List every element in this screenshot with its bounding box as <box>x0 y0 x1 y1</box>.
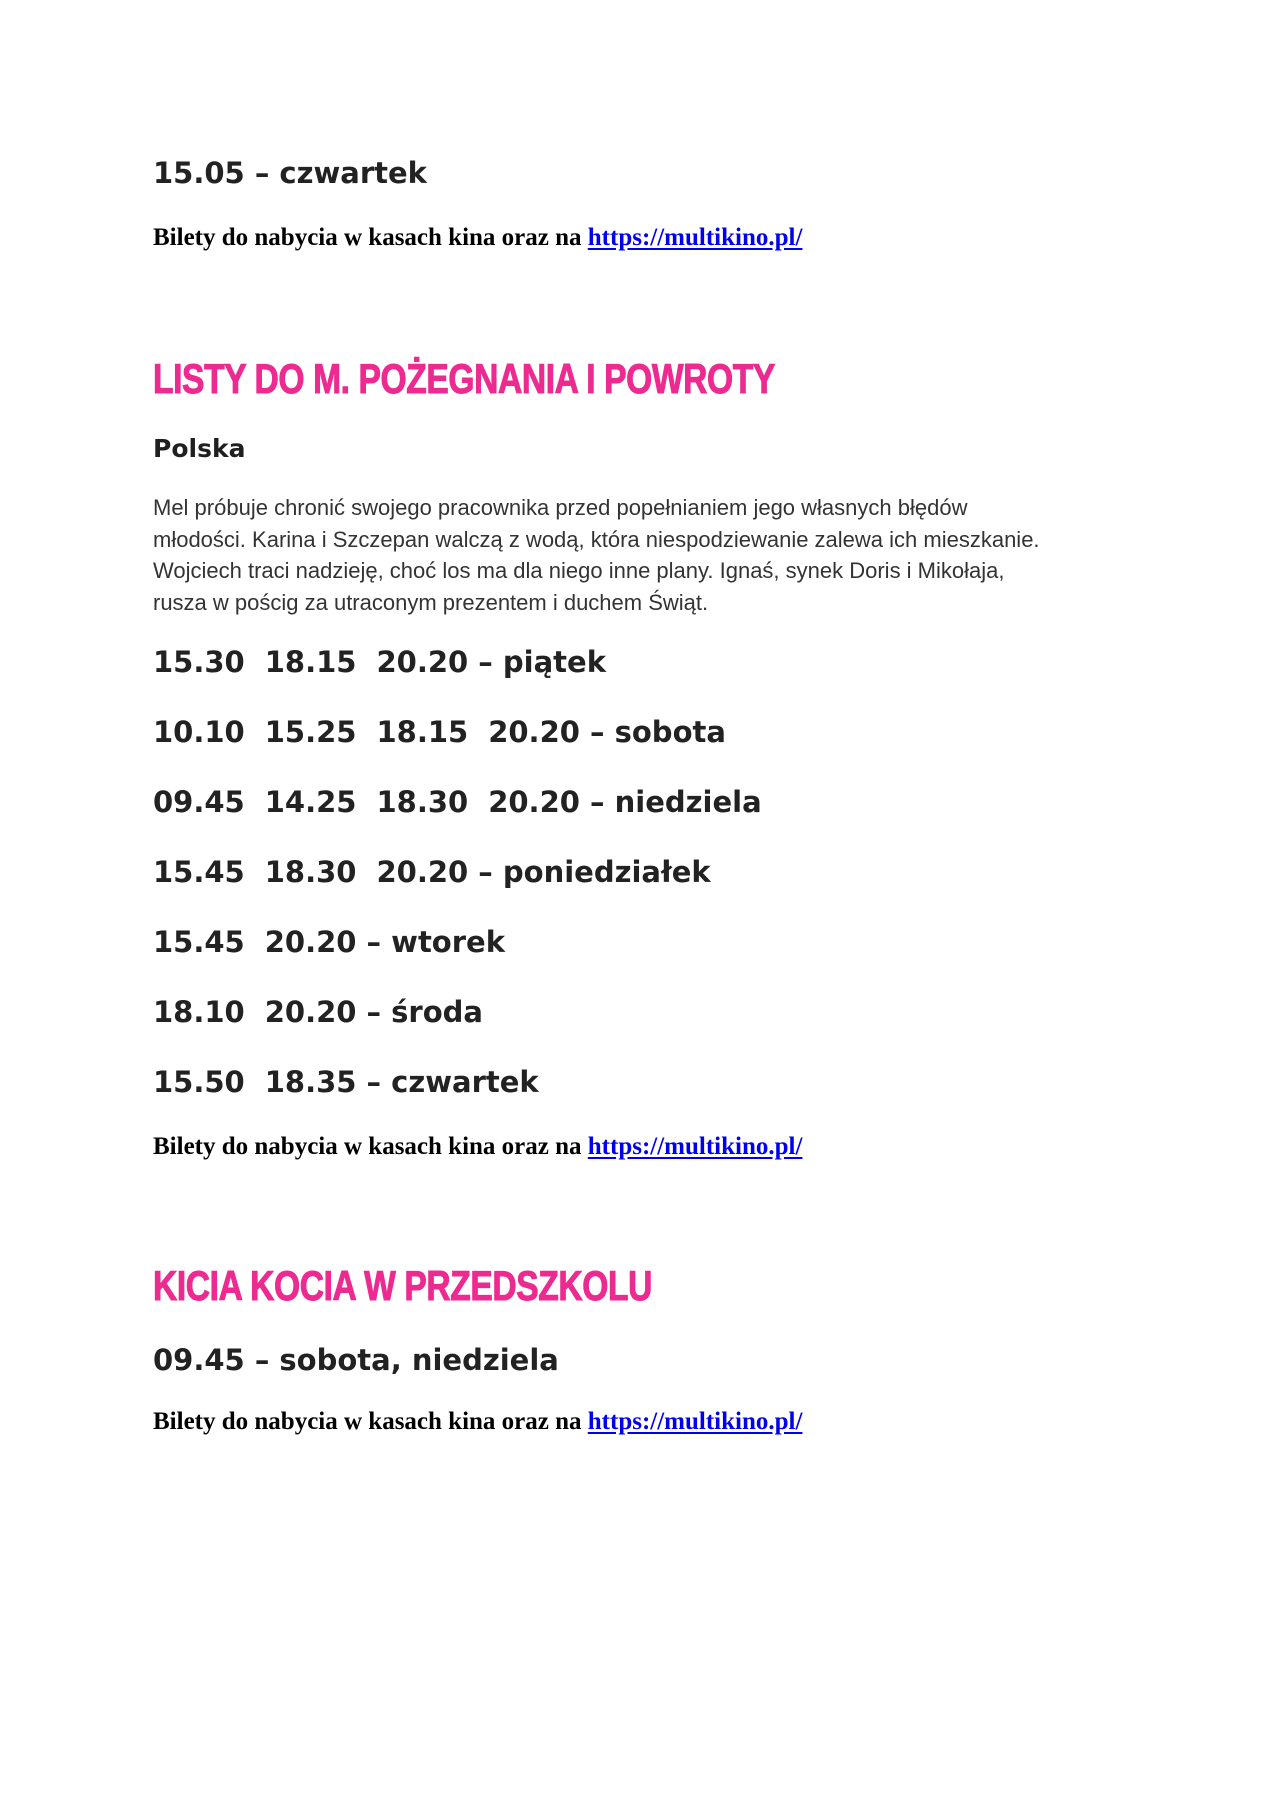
showtime: 09.45 <box>153 785 245 819</box>
description-line: młodości. Karina i Szczepan walczą z wodą, która niespodziewanie zalewa ich mieszkanie. <box>153 526 1040 552</box>
showtime-line <box>153 1343 559 1377</box>
schedule-row <box>153 1065 539 1099</box>
tickets-text: Bilety do nabycia w kasach kina oraz na <box>153 1408 588 1435</box>
showtime-text: 15.05 – czwartek <box>153 156 427 190</box>
tickets-text: Bilety do nabycia w kasach kina oraz na <box>153 1133 588 1160</box>
tickets-info <box>153 1133 802 1161</box>
showtime: 10.10 <box>153 715 245 749</box>
showtime-day: 20.20 – sobota <box>488 715 726 749</box>
schedule-row <box>153 855 711 889</box>
movie-title: LISTY DO M. POŻEGNANIA I POWROTY <box>153 355 775 402</box>
movie-country: Polska <box>153 434 246 463</box>
showtime-day: 20.20 – wtorek <box>264 925 505 959</box>
multikino-link[interactable]: https://multikino.pl/ <box>587 1408 803 1435</box>
showtime: 15.45 <box>153 855 245 889</box>
showtime: 18.30 <box>376 785 469 819</box>
showtime-line <box>153 156 427 190</box>
showtime: 18.15 <box>376 715 469 749</box>
multikino-link[interactable]: https://multikino.pl/ <box>587 224 803 251</box>
tickets-info <box>153 224 802 252</box>
showtime: 18.15 <box>264 645 357 679</box>
showtime: 15.50 <box>153 1065 245 1099</box>
tickets-text: Bilety do nabycia w kasach kina oraz na <box>153 224 588 251</box>
schedule-row <box>153 715 726 749</box>
multikino-link[interactable]: https://multikino.pl/ <box>587 1133 803 1160</box>
showtime-day: 20.20 – piątek <box>376 645 606 679</box>
movie-title: KICIA KOCIA W PRZEDSZKOLU <box>153 1262 652 1309</box>
showtime: 15.45 <box>153 925 245 959</box>
schedule-row <box>153 645 606 679</box>
showtime: 18.10 <box>153 995 245 1029</box>
movie-description <box>153 492 1153 618</box>
showtime: 15.25 <box>264 715 357 749</box>
showtime-text: 09.45 – sobota, niedziela <box>153 1343 559 1377</box>
description-line: Mel próbuje chronić swojego pracownika przed popełnianiem jego własnych błędów <box>153 495 968 520</box>
schedule-row <box>153 785 762 819</box>
schedule-row <box>153 925 505 959</box>
description-line: Wojciech traci nadzieję, choć los ma dla niego inne plany. Ignaś, synek Doris i Mikołaja, <box>153 558 1005 583</box>
showtime: 14.25 <box>264 785 357 819</box>
showtime-day: 20.20 – niedziela <box>488 785 762 819</box>
tickets-info <box>153 1408 802 1436</box>
schedule-row <box>153 995 483 1029</box>
showtime-day: 20.20 – środa <box>264 995 483 1029</box>
showtime-day: 20.20 – poniedziałek <box>376 855 711 889</box>
showtime: 15.30 <box>153 645 245 679</box>
showtime: 18.30 <box>264 855 357 889</box>
showtime-day: 18.35 – czwartek <box>264 1065 539 1099</box>
description-line: rusza w pościg za utraconym prezentem i duchem Świąt. <box>153 589 709 615</box>
